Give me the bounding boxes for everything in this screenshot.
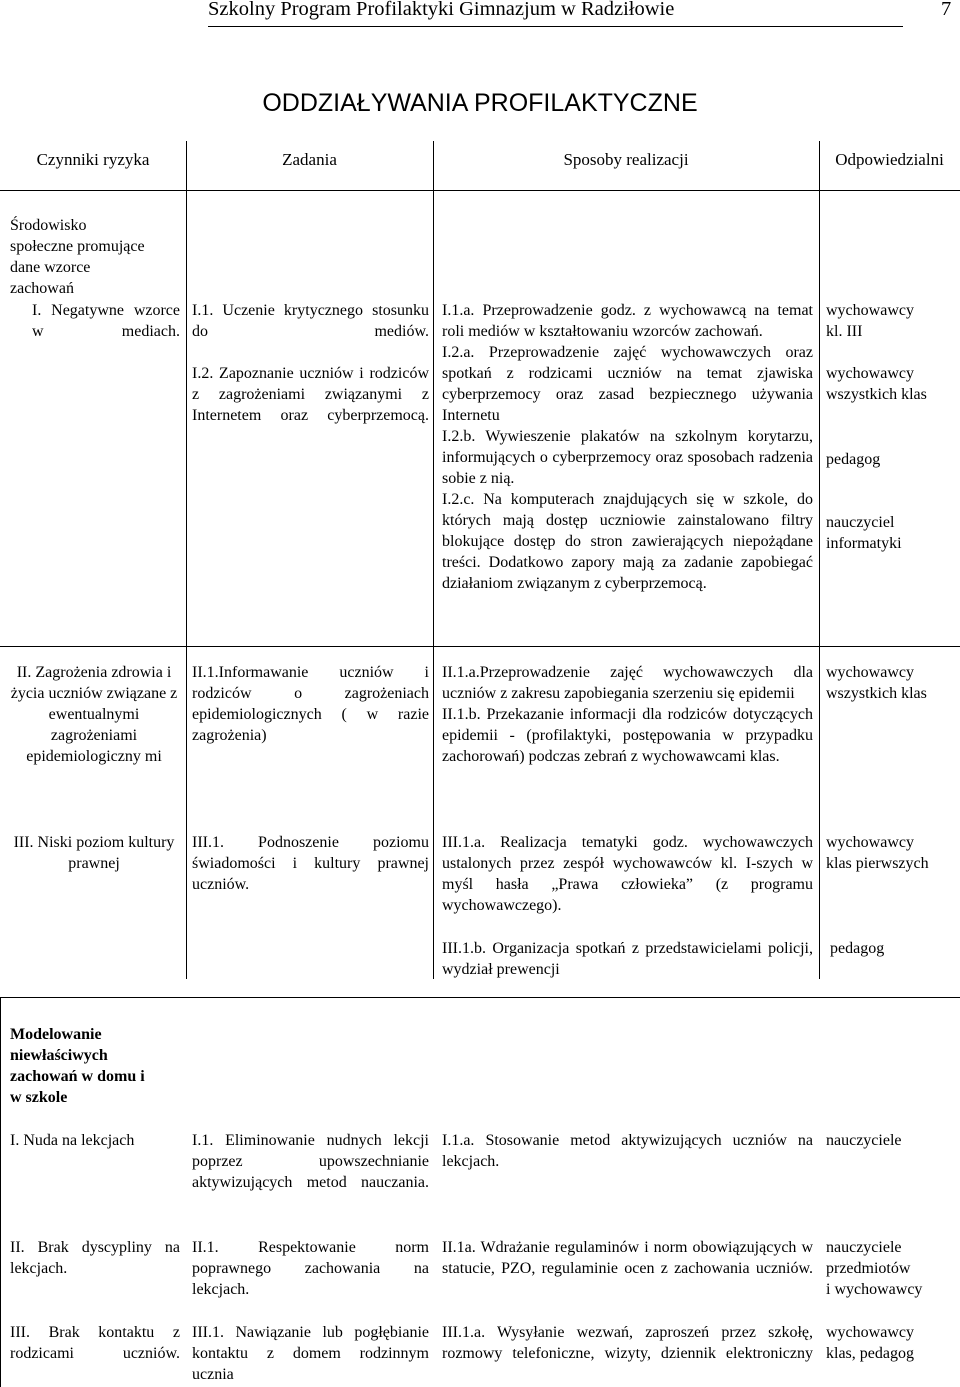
methods-regulations: II.1a. Wdrażanie regulaminów i norm obowiązujących w statucie, PZO, regulaminie ocen z zachowania uczniów. <box>442 1239 813 1277</box>
risk-factor-negative-media-patterns: I. Negatywne wzorce w mediach. <box>32 302 180 340</box>
methods-police-meetings: III.1.b. Organizacja spotkań z przedstawicielami policji, wydział prewencji <box>442 940 813 978</box>
task-legal-awareness: III.1. Podnoszenie poziomu świadomości i kultury prawnej uczniów. <box>192 834 429 893</box>
task-epidemic-information: II.1.Informawanie uczniów i rodziców o zagrożeniach epidemiologicznych ( w razie zagrożenia) <box>192 664 429 744</box>
page-header <box>208 0 960 26</box>
column-header-methods: Sposoby realizacji <box>563 150 689 169</box>
responsible-all-class-teachers: wychowawcy wszystkich klas <box>826 365 927 403</box>
grid-line <box>0 646 960 647</box>
risk-factor-discipline: II. Brak dyscypliny na lekcjach. <box>10 1239 180 1277</box>
responsible-it-teacher: nauczyciel informatyki <box>826 514 902 552</box>
risk-factor-epidemic-threats: II. Zagrożenia zdrowia i życia uczniów związane z ewentualnymi zagrożeniami epidemiologiczny mi <box>10 664 178 765</box>
methods-human-rights-lessons: III.1.a. Realizacja tematyki godz. wychowawczych ustalonych przez zespół wychowawców kl. I-szych w myśl hasła „Prawa człowieka” (z programu wychowawczego). <box>442 834 813 914</box>
grid-line <box>0 190 960 191</box>
risk-factor-parent-contact: III. Brak kontaktu z rodzicami uczniów. <box>10 1324 180 1362</box>
methods-media-cyberbullying: I.1.a. Przeprowadzenie godz. z wychowawcą na temat roli mediów w kształtowaniu wzorców zachowań. I.2.a. Przeprowadzenie zajęć wychowawczych oraz spotkań z rodzicami uczniów na temat zjawiska cyberprzemocy oraz zasad bezpiecznego używania Internetu I.2.b. Wywieszenie plakatów na szkolnym korytarzu, informujących o cyberprzemocy oraz sposobach radzenia sobie z nią. I.2.c. Na komputerach znajdujących się w szkole, do których mają dostęp uczniowie zainstalowano filtry blokujące dostęp do stron zawierających niepożądane treści. Dodatkowo zapory mają za zadanie zapobiegać działaniom związanym z cyberprzemocą. <box>442 302 813 592</box>
grid-line <box>0 997 1 1387</box>
risk-factor-legal-culture: III. Niski poziom kultury prawnej <box>13 834 175 872</box>
task-behavior-norms: II.1. Respektowanie norm poprawnego zachowania na lekcjach. <box>192 1239 429 1298</box>
risk-factor-boredom: I. Nuda na lekcjach <box>10 1132 135 1149</box>
grid-line <box>186 141 187 979</box>
responsible-class-teachers-pedagogue: wychowawcy klas, pedagog <box>826 1324 914 1362</box>
section-title-behavior-modeling: Modelowanie niewłaściwych zachowań w domu i w szkole <box>10 1026 145 1106</box>
responsible-subject-teachers: nauczyciele przedmiotów i wychowawcy <box>826 1239 923 1298</box>
grid-line <box>0 997 960 998</box>
section-title-social-environment: Środowisko społeczne promujące dane wzorce zachowań <box>10 217 145 297</box>
responsible-class-teachers-iii: wychowawcy kl. III <box>826 302 914 340</box>
responsible-all-class-teachers-epidemic: wychowawcy wszystkich klas <box>826 664 927 702</box>
page-number: 7 <box>941 0 952 20</box>
responsible-teachers: nauczyciele <box>826 1132 902 1149</box>
grid-line <box>433 141 434 979</box>
responsible-pedagogue: pedagog <box>826 451 881 468</box>
task-active-teaching-methods: I.1. Eliminowanie nudnych lekcji poprzez upowszechnianie aktywizujących metod nauczania. <box>192 1132 429 1191</box>
task-critical-media-attitude: I.1. Uczenie krytycznego stosunku do mediów. <box>192 302 429 340</box>
responsible-pedagogue-police: pedagog <box>830 940 885 957</box>
header-rule <box>208 26 903 27</box>
main-title: ODDZIAŁYWANIA PROFILAKTYCZNE <box>262 89 698 117</box>
task-internet-threats: I.2. Zapoznanie uczniów i rodziców z zagrożeniami związanymi z Internetem oraz cyberprzemocą. <box>192 365 429 424</box>
methods-active-learning: I.1.a. Stosowanie metod aktywizujących uczniów na lekcjach. <box>442 1132 813 1170</box>
column-header-tasks: Zadania <box>282 150 337 169</box>
task-family-contact: III.1. Nawiązanie lub pogłębianie kontaktu z domem rodzinnym ucznia <box>192 1324 429 1383</box>
grid-line <box>819 141 820 979</box>
methods-epidemic-prevention: II.1.a.Przeprowadzenie zajęć wychowawczych dla uczniów z zakresu zapobiegania szerzeniu się epidemii II.1.b. Przekazanie informacji dla rodziców dotyczących epidemii - (profilaktyki, postępowania w przypadku zachorowań) podczas zebrań z wychowawcami klas. <box>442 664 813 765</box>
methods-parent-communication: III.1.a. Wysyłanie wezwań, zaproszeń przez szkołę, rozmowy telefoniczne, wizyty, dziennik elektroniczny <box>442 1324 813 1362</box>
header-title: Szkolny Program Profilaktyki Gimnazjum w Radziłowie <box>208 0 675 20</box>
column-header-risk-factors: Czynniki ryzyka <box>36 150 150 169</box>
column-header-responsible: Odpowiedzialni <box>835 150 944 169</box>
responsible-first-year-teachers: wychowawcy klas pierwszych <box>826 834 929 872</box>
